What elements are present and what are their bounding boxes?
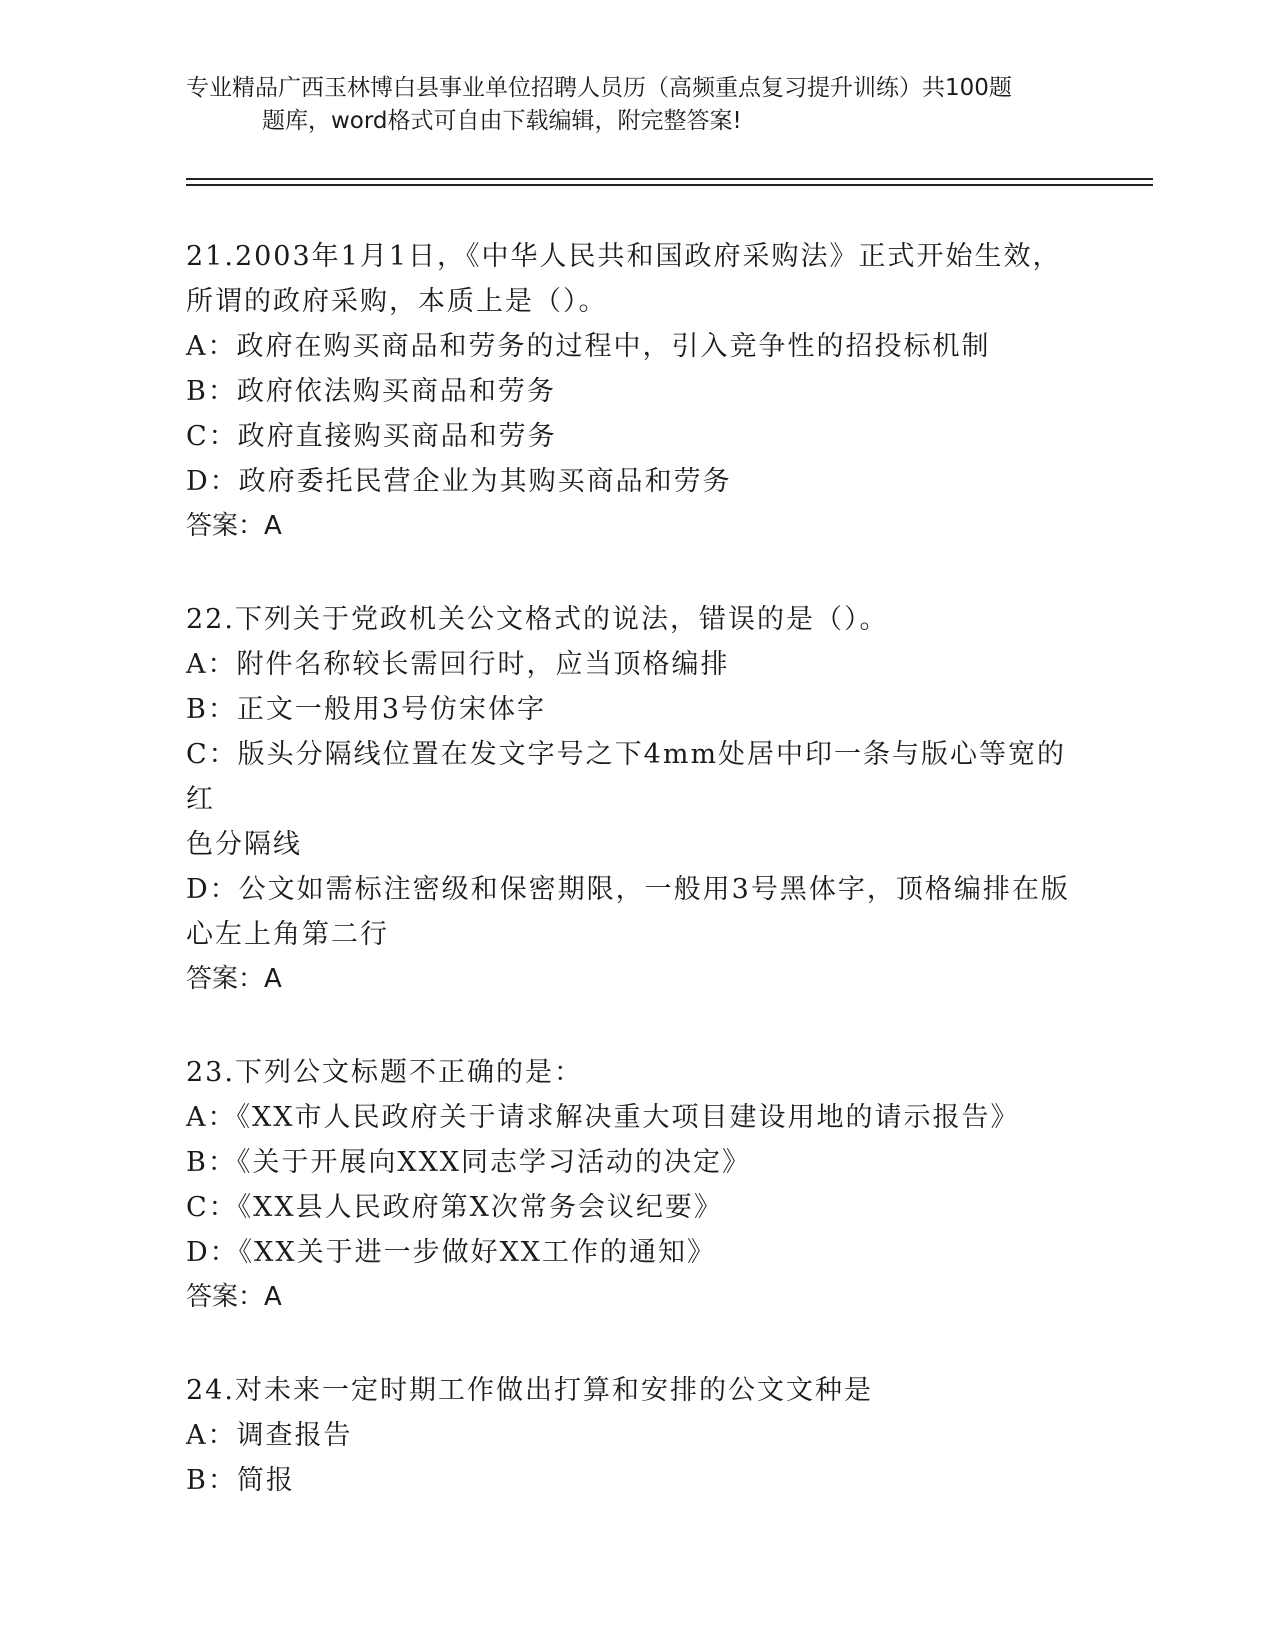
answer-option: D：公文如需标注密级和保密期限，一般用3号黑体字，顶格编排在版 bbox=[186, 874, 1070, 905]
answer-key: 答案：A bbox=[186, 511, 282, 541]
document-header bbox=[186, 72, 1086, 138]
question-stem: 所谓的政府采购，本质上是（）。 bbox=[186, 286, 608, 317]
question-block bbox=[186, 1050, 1086, 1320]
question-list bbox=[186, 234, 1086, 1551]
answer-option: 色分隔线 bbox=[186, 829, 302, 860]
question-stem: 24.对未来一定时期工作做出打算和安排的公文文种是 bbox=[186, 1375, 873, 1406]
answer-option: A：附件名称较长需回行时，应当顶格编排 bbox=[186, 649, 730, 680]
question-block bbox=[186, 1368, 1086, 1503]
header-divider-bottom bbox=[186, 184, 1153, 186]
answer-option: C：版头分隔线位置在发文字号之下4mm处居中印一条与版心等宽的红 bbox=[186, 739, 1067, 815]
answer-option: A：《XX市人民政府关于请求解决重大项目建设用地的请示报告》 bbox=[186, 1102, 1020, 1133]
question-stem: 21.2003年1月1日，《中华人民共和国政府采购法》正式开始生效， bbox=[186, 241, 1062, 272]
answer-option: A：政府在购买商品和劳务的过程中，引入竞争性的招投标机制 bbox=[186, 331, 991, 362]
answer-option: C：《XX县人民政府第X次常务会议纪要》 bbox=[186, 1192, 723, 1223]
answer-option: 心左上角第二行 bbox=[186, 919, 389, 950]
question-stem: 23.下列公文标题不正确的是： bbox=[186, 1057, 583, 1088]
answer-option: D：《XX关于进一步做好XX工作的通知》 bbox=[186, 1237, 717, 1268]
header-title-line-1: 专业精品广西玉林博白县事业单位招聘人员历（高频重点复习提升训练）共100题 bbox=[186, 75, 1012, 101]
answer-option: C：政府直接购买商品和劳务 bbox=[186, 421, 557, 452]
answer-option: B：简报 bbox=[186, 1465, 295, 1496]
header-title-line-2: 题库，word格式可自由下载编辑，附完整答案! bbox=[262, 108, 742, 134]
header-divider-top bbox=[186, 178, 1153, 180]
answer-key: 答案：A bbox=[186, 1282, 282, 1312]
answer-option: D：政府委托民营企业为其购买商品和劳务 bbox=[186, 466, 732, 497]
question-block bbox=[186, 234, 1086, 549]
question-block bbox=[186, 597, 1086, 1002]
answer-option: B：《关于开展向XXX同志学习活动的决定》 bbox=[186, 1147, 752, 1178]
answer-key: 答案：A bbox=[186, 964, 282, 994]
question-stem: 22.下列关于党政机关公文格式的说法，错误的是（）。 bbox=[186, 604, 889, 635]
answer-option: A：调查报告 bbox=[186, 1420, 353, 1451]
answer-option: B：政府依法购买商品和劳务 bbox=[186, 376, 556, 407]
answer-option: B：正文一般用3号仿宋体字 bbox=[186, 694, 547, 725]
